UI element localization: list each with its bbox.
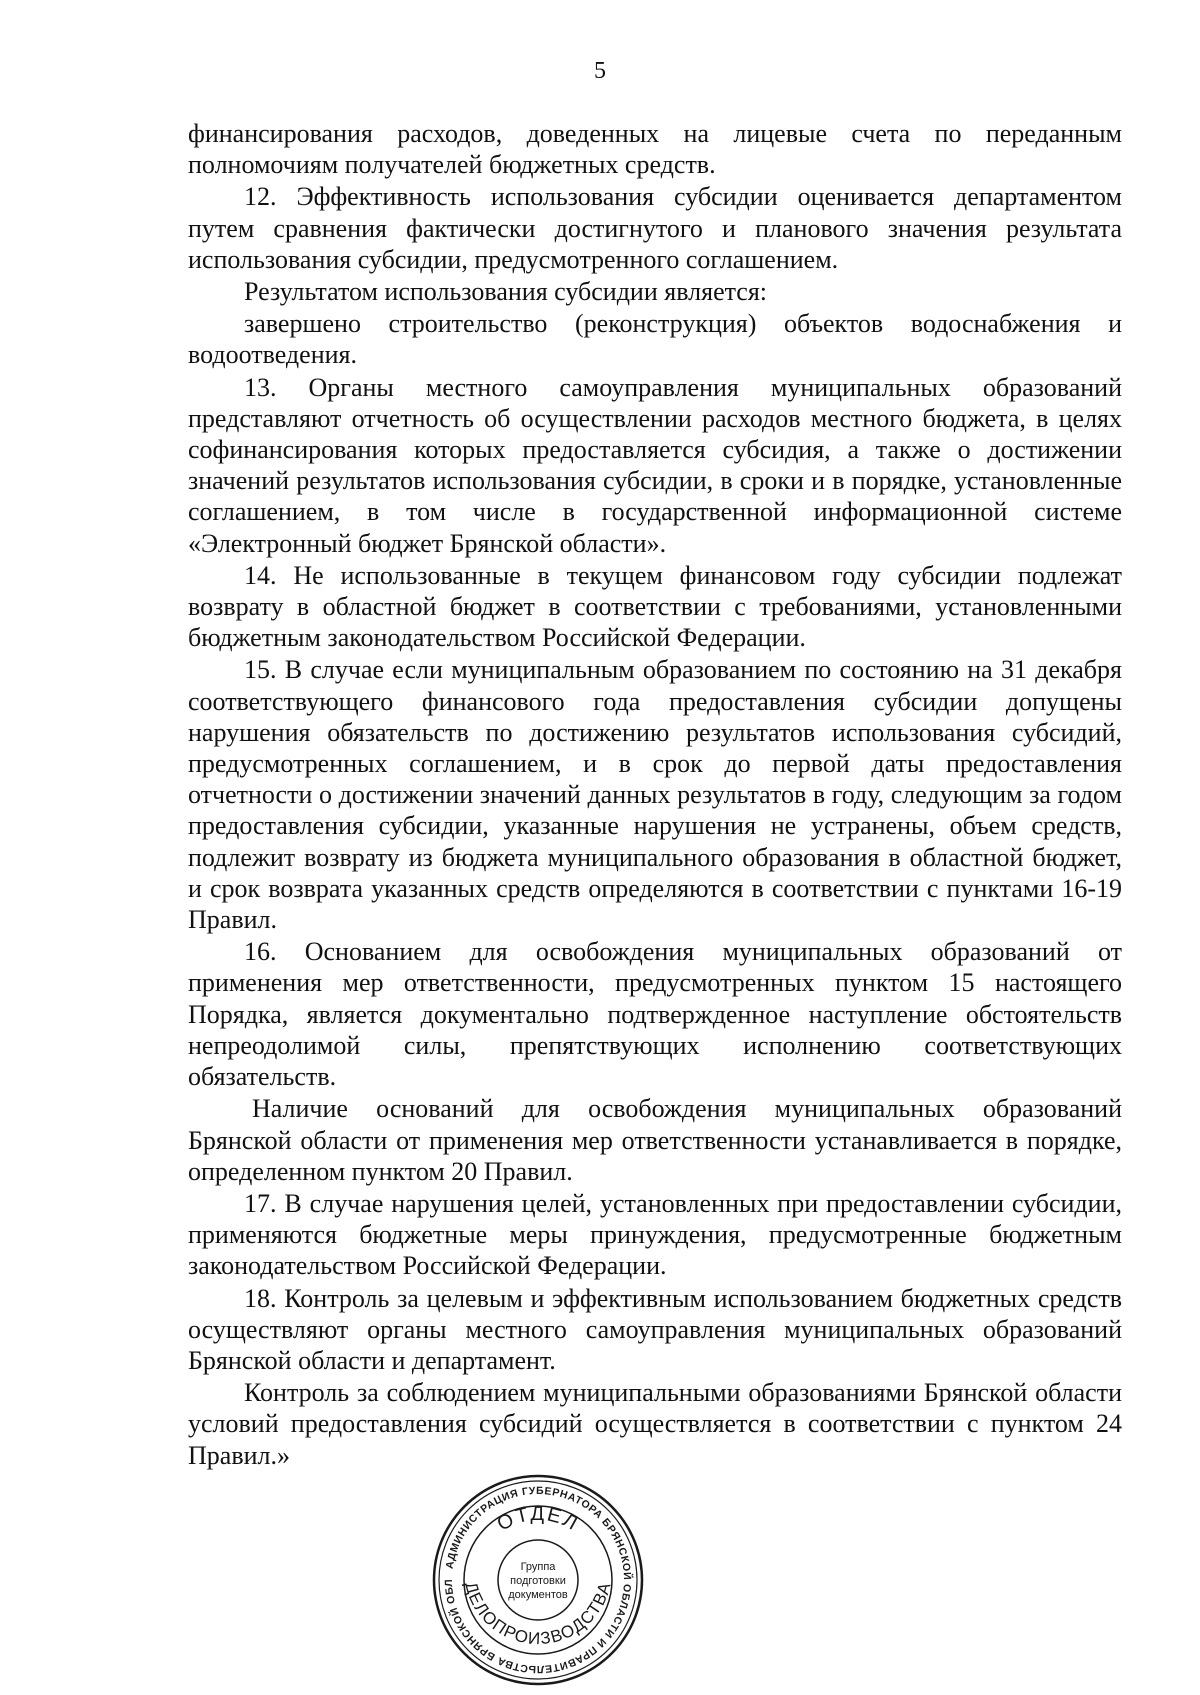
document-body bbox=[188, 118, 1122, 1472]
paragraph-result-intro: Результатом использования субсидии является: bbox=[244, 277, 768, 307]
stamp-center-line-3: документов bbox=[508, 1589, 568, 1601]
stamp-graphic bbox=[428, 1470, 648, 1690]
paragraph-grounds: Наличие оснований для освобождения муниципальных образований Брянской области от применения мер ответственности устанавливается в порядке, определенном пунктом 20 Правил. bbox=[188, 1094, 1122, 1186]
paragraph-control: Контроль за соблюдением муниципальными образованиями Брянской области условий предоставления субсидий осуществляется в соответствии с пунктом 24 Правил.» bbox=[188, 1378, 1122, 1470]
paragraph-14: 14. Не использованные в текущем финансовом году субсидии подлежат возврату в областной бюджет в соответствии с требованиями, установленными бюджетным законодательством Российской Федерации. bbox=[188, 560, 1122, 653]
paragraph-16: 16. Основанием для освобождения муниципальных образований от применения мер ответственности, предусмотренных пунктом 15 настоящего Порядка, является документально подтвержденное наступление обстоятельств непреодолимой силы, препятствующих исполнению соответствующих обязательств. bbox=[188, 937, 1122, 1092]
paragraph-continuation: финансирования расходов, доведенных на лицевые счета по переданным полномочиям получателей бюджетных средств. bbox=[188, 119, 1122, 180]
page-number: 5 bbox=[594, 58, 606, 84]
stamp-center-line-1: Группа bbox=[520, 1561, 556, 1573]
stamp-center-line-2: подготовки bbox=[510, 1575, 566, 1587]
stamp-bottom-word: ДЕЛОПРОИЗВОДСТВА bbox=[461, 1579, 615, 1649]
paragraph-17: 17. В случае нарушения целей, установленных при предоставлении субсидии, применяются бюджетные меры принуждения, предусмотренные бюджетным законодательством Российской Федерации. bbox=[188, 1188, 1122, 1281]
stamp-outer-text: АДМИНИСТРАЦИЯ ГУБЕРНАТОРА БРЯНСКОЙ ОБЛАСТИ И ПРАВИТЕЛЬСТВА БРЯНСКОЙ ОБЛ bbox=[442, 1484, 634, 1676]
paragraph-result-item: завершено строительство (реконструкция) объектов водоснабжения и водоотведения. bbox=[188, 309, 1122, 370]
paragraph-12: 12. Эффективность использования субсидии оценивается департаментом путем сравнения фактически достигнутого и планового значения результата использования субсидии, предусмотренного соглашением. bbox=[188, 182, 1122, 274]
paragraph-18: 18. Контроль за целевым и эффективным использованием бюджетных средств осуществляют органы местного самоуправления муниципальных образований Брянской области и департамент. bbox=[188, 1283, 1122, 1375]
stamp-top-word: ОТДЕЛ bbox=[493, 1502, 583, 1536]
paragraph-15: 15. В случае если муниципальным образованием по состоянию на 31 декабря соответствующего финансового года предоставления субсидии допущены нарушения обязательств по достижению результатов использования субсидий, предусмотренных соглашением, и в срок до первой даты предоставления отчетности о достижении значений данных результатов в году, следующим за годом предоставления субсидии, указанные нарушения не устранены, объем средств, подлежит возврату из бюджета муниципального образования в областной бюджет, и срок возврата указанных средств определяются в соответствии с пунктами 16-19 Правил. bbox=[188, 655, 1122, 935]
official-stamp bbox=[428, 1470, 648, 1690]
paragraph-13: 13. Органы местного самоуправления муниципальных образований представляют отчетность об осуществлении расходов местного бюджета, в целях софинансирования которых предоставляется субсидия, а также о достижении значений результатов использования субсидии, в сроки и в порядке, установленные соглашением, в том числе в государственной информационной системе «Электронный бюджет Брянской области». bbox=[188, 372, 1122, 558]
